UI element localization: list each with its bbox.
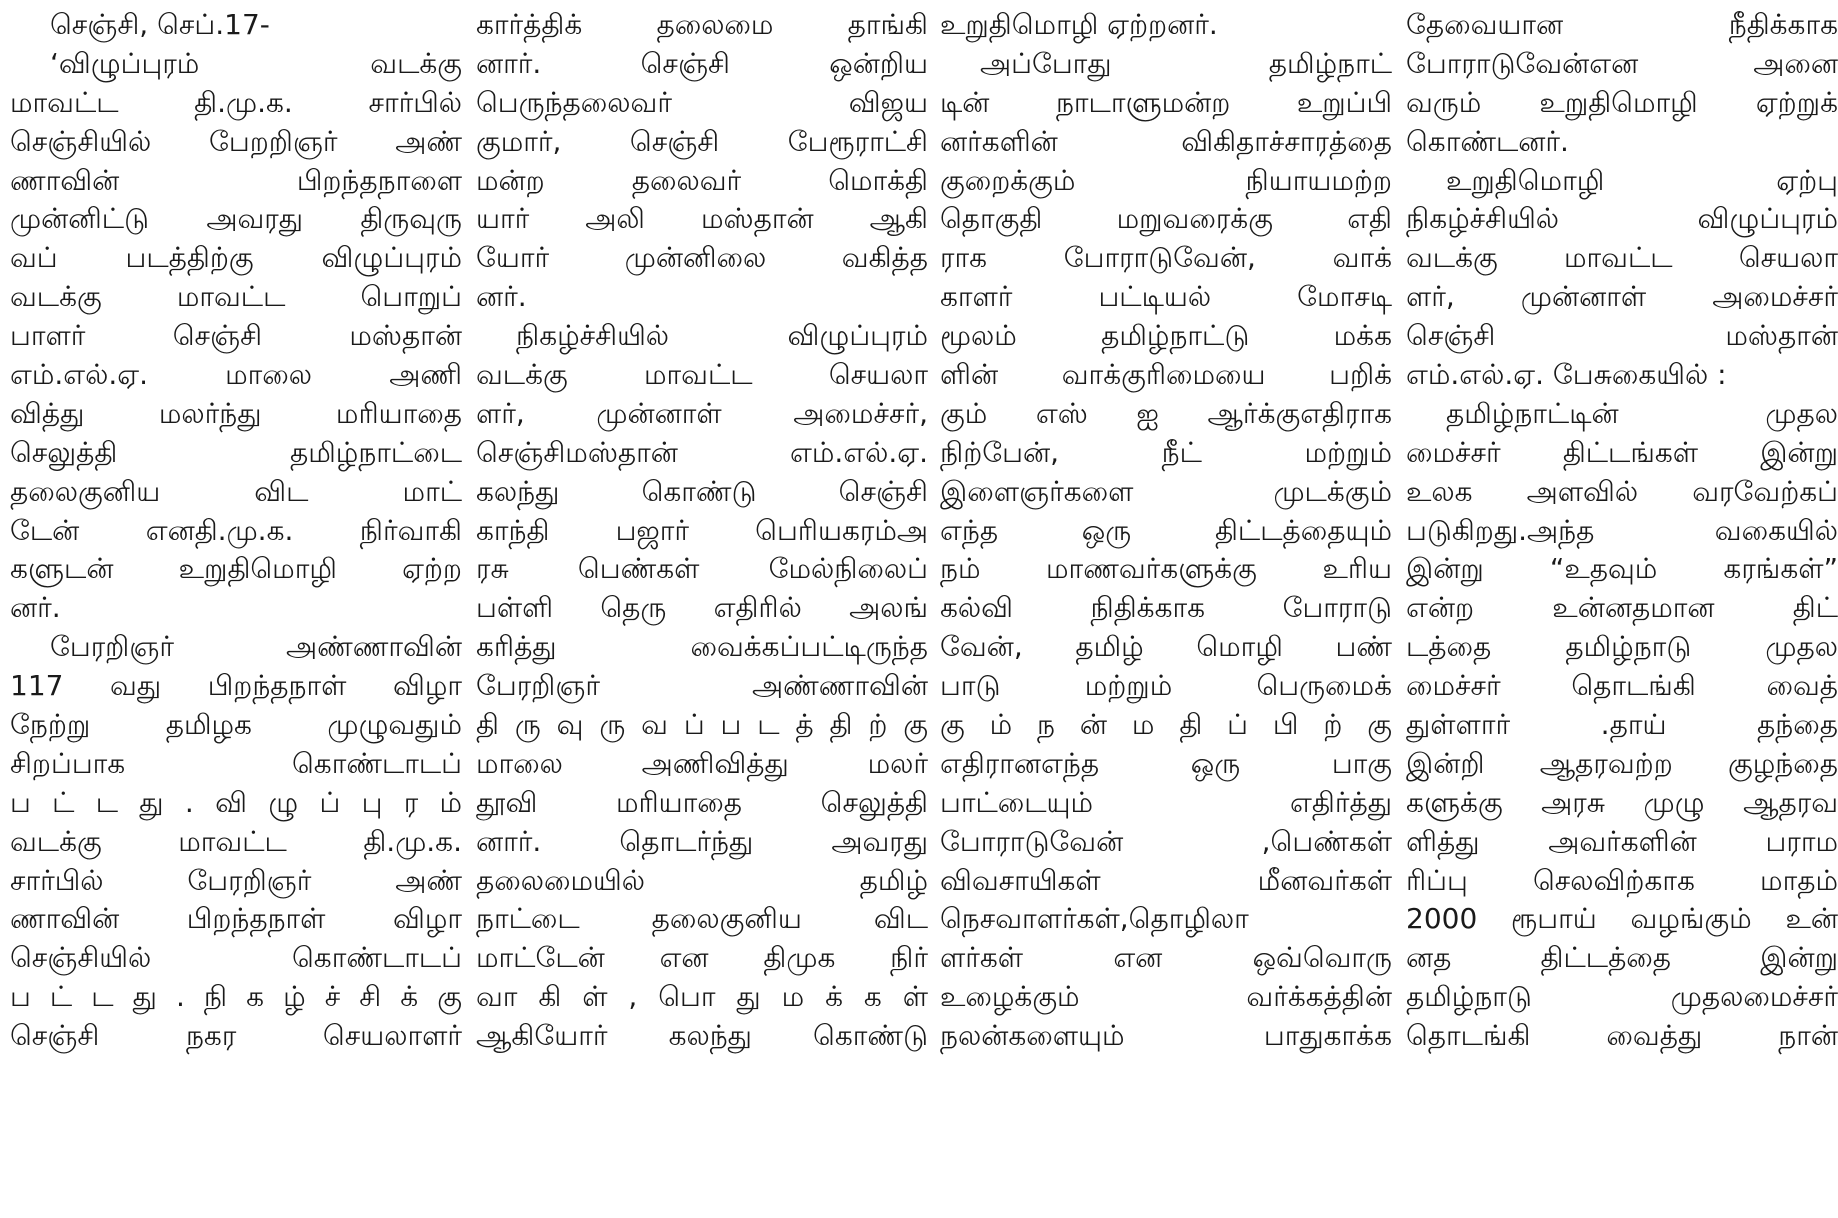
text-line: குமார், செஞ்சி பேரூராட்சி	[476, 124, 928, 158]
text-line: ரசு பெண்கள் மேல்நிலைப்	[476, 552, 928, 586]
text-line: கலந்து கொண்டு செஞ்சி	[476, 474, 928, 508]
text-line: என்ற உன்னதமான திட்	[1406, 591, 1838, 625]
text-line: ளர்கள் என ஒவ்வொரு	[940, 941, 1392, 975]
text-line: வடக்கு மாவட்ட செயலா	[1406, 241, 1838, 275]
text-line: னார். செஞ்சி ஒன்றிய	[476, 46, 928, 80]
text-line: டத்தை தமிழ்நாடு முதல	[1406, 630, 1838, 664]
text-line: எம்.எல்.ஏ. பேசுகையில் :	[1406, 358, 1727, 392]
text-line: துள்ளார் .தாய் தந்தை	[1406, 708, 1838, 742]
text-line: செஞ்சியில் பேறறிஞர் அண்	[10, 124, 462, 158]
text-line: பேரறிஞர் அண்ணாவின்	[50, 630, 462, 664]
text-line: களுக்கு அரசு முழு ஆதரவ	[1406, 785, 1838, 819]
text-line: நிகழ்ச்சியில் விழுப்புரம்	[1406, 202, 1838, 236]
text-line: தொகுதி மறுவரைக்கு எதி	[940, 202, 1392, 236]
text-line: மன்ற தலைவர் மொக்தி	[476, 163, 928, 197]
text-line: ளர், முன்னாள் அமைச்சர்,	[476, 396, 928, 430]
text-line: வித்து மலர்ந்து மரியாதை	[10, 396, 462, 430]
text-line: நேற்று தமிழக முழுவதும்	[10, 708, 462, 742]
text-line: ப ட் ட து . வி ழு ப் பு ர ம்	[10, 785, 462, 819]
text-line: செஞ்சி மஸ்தான்	[1406, 319, 1838, 353]
text-line: பெருந்தலைவர் விஜய	[476, 85, 928, 119]
text-line: வடக்கு மாவட்ட பொறுப்	[10, 280, 462, 314]
text-line: தூவி மரியாதை செலுத்தி	[476, 785, 928, 819]
text-line: நாட்டை தலைகுனிய விட	[476, 902, 928, 936]
text-line: தமிழ்நாடு முதலமைச்சர்	[1406, 980, 1838, 1014]
text-line: னர்.	[476, 280, 527, 314]
text-line: நிற்பேன், நீட் மற்றும்	[940, 435, 1392, 469]
text-line: காந்தி பஜார் பெரியகரம்அ	[476, 513, 928, 547]
text-line: மாட்டேன் என திமுக நிர்	[476, 941, 928, 975]
text-line: கொண்டனர்.	[1406, 124, 1569, 158]
text-line: ராக போராடுவேன், வாக்	[940, 241, 1392, 275]
text-line: போராடுவேன்என அனை	[1406, 46, 1838, 80]
text-line: நெசவாளர்கள்,தொழிலா	[940, 902, 1249, 936]
text-line: தமிழ்நாட்டின் முதல	[1446, 396, 1838, 430]
text-line: 117 வது பிறந்தநாள் விழா	[10, 669, 462, 703]
text-line: மைச்சர் தொடங்கி வைத்	[1406, 669, 1838, 703]
text-line: மாவட்ட தி.மு.க. சார்பில்	[10, 85, 462, 119]
text-line: செஞ்சியில் கொண்டாடப்	[10, 941, 462, 975]
text-line: விவசாயிகள் மீனவர்கள்	[940, 863, 1392, 897]
article-column-4	[1406, 6, 1838, 1056]
text-line: வடக்கு மாவட்ட தி.மு.க.	[10, 824, 462, 858]
text-line: கரித்து வைக்கப்பட்டிருந்த	[476, 630, 928, 664]
text-line: மூலம் தமிழ்நாட்டு மக்க	[940, 319, 1392, 353]
text-line: நலன்களையும் பாதுகாக்க	[940, 1019, 1392, 1053]
text-line: எம்.எல்.ஏ. மாலை அணி	[10, 358, 462, 392]
text-line: அப்போது தமிழ்நாட்	[980, 46, 1392, 80]
text-line: களுடன் உறுதிமொழி ஏற்ற	[10, 552, 462, 586]
text-line: உழைக்கும் வர்க்கத்தின்	[940, 980, 1392, 1014]
text-line: உலக அளவில் வரவேற்கப்	[1406, 474, 1838, 508]
text-line: னர்களின் விகிதாச்சாரத்தை	[940, 124, 1392, 158]
text-line: படுகிறது.அந்த வகையில்	[1406, 513, 1838, 547]
text-line: ளர், முன்னாள் அமைச்சர்	[1406, 280, 1838, 314]
text-line: இன்று “உதவும் கரங்கள்”	[1406, 552, 1838, 586]
text-line: இளைஞர்களை முடக்கும்	[940, 474, 1392, 508]
text-line: குறைக்கும் நியாயமற்ற	[940, 163, 1392, 197]
text-line: பாளர் செஞ்சி மஸ்தான்	[10, 319, 462, 353]
text-line: வப் படத்திற்கு விழுப்புரம்	[10, 241, 462, 275]
text-line: ஆகியோர் கலந்து கொண்டு	[476, 1019, 928, 1053]
text-line: வரும் உறுதிமொழி ஏற்றுக்	[1406, 85, 1838, 119]
text-line: யோர் முன்னிலை வகித்த	[476, 241, 928, 275]
text-line: எந்த ஒரு திட்டத்தையும்	[940, 513, 1392, 547]
text-line: பாட்டையும் எதிர்த்து	[940, 785, 1392, 819]
text-line: கல்வி நிதிக்காக போராடு	[940, 591, 1392, 625]
text-line: தி ரு வு ரு வ ப் ப ட த் தி ற் கு	[476, 708, 928, 742]
text-line: எதிரானஎந்த ஒரு பாகு	[940, 746, 1392, 780]
dateline: செஞ்சி, செப்.17-	[50, 8, 270, 41]
text-line: உறுதிமொழி ஏற்றனர்.	[940, 8, 1218, 41]
text-line: ‘விழுப்புரம் வடக்கு	[50, 46, 462, 80]
article-column-2	[476, 6, 928, 1056]
text-line: தலைகுனிய விட மாட்	[10, 474, 462, 508]
text-line: யார் அலி மஸ்தான் ஆகி	[476, 202, 928, 236]
text-line: தேவையான நீதிக்காக	[1406, 8, 1838, 41]
text-line: கு ம் ந ன் ம தி ப் பி ற் கு	[940, 708, 1392, 742]
text-line: இன்றி ஆதரவற்ற குழந்தை	[1406, 746, 1838, 780]
text-line: ளித்து அவர்களின் பராம	[1406, 824, 1838, 858]
text-line: செஞ்சிமஸ்தான் எம்.எல்.ஏ.	[476, 435, 928, 469]
text-line: முன்னிட்டு அவரது திருவுரு	[10, 202, 462, 236]
text-line: னர்.	[10, 591, 61, 625]
text-line: கும் எஸ் ஐ ஆர்க்குஎதிராக	[940, 396, 1392, 430]
text-line: போராடுவேன் ,பெண்கள்	[940, 824, 1392, 858]
text-line: தொடங்கி வைத்து நான்	[1406, 1019, 1838, 1053]
text-line: செலுத்தி தமிழ்நாட்டை	[10, 435, 462, 469]
text-line: ப ட் ட து . நி க ழ் ச் சி க் கு	[10, 980, 462, 1014]
text-line: வடக்கு மாவட்ட செயலா	[476, 358, 928, 392]
text-line: மாலை அணிவித்து மலர்	[476, 746, 928, 780]
text-line: வா கி ள் , பொ து ம க் க ள்	[476, 980, 928, 1014]
article-column-1	[10, 6, 462, 1056]
text-line: மைச்சர் திட்டங்கள் இன்று	[1406, 435, 1838, 469]
text-line: காளர் பட்டியல் மோசடி	[940, 280, 1392, 314]
text-line: ரிப்பு செலவிற்காக மாதம்	[1406, 863, 1838, 897]
text-line: ணாவின் பிறந்தநாள் விழா	[10, 902, 462, 936]
text-line: கார்த்திக் தலைமை தாங்கி	[476, 8, 928, 41]
text-line: சார்பில் பேரறிஞர் அண்	[10, 863, 462, 897]
text-line: தலைமையில் தமிழ்	[476, 863, 928, 897]
text-line: 2000 ரூபாய் வழங்கும் உன்	[1406, 902, 1838, 936]
text-line: டின் நாடாளுமன்ற உறுப்பி	[940, 85, 1392, 119]
article-column-3	[940, 6, 1392, 1056]
text-line: செஞ்சி நகர செயலாளர்	[10, 1019, 462, 1053]
text-line: னார். தொடர்ந்து அவரது	[476, 824, 928, 858]
text-line: சிறப்பாக கொண்டாடப்	[10, 746, 462, 780]
text-line: பாடு மற்றும் பெருமைக்	[940, 669, 1392, 703]
text-line: ணாவின் பிறந்தநாளை	[10, 163, 462, 197]
text-line: நிகழ்ச்சியில் விழுப்புரம்	[516, 319, 928, 353]
text-line: நம் மாணவர்களுக்கு உரிய	[940, 552, 1392, 586]
text-line: பேரறிஞர் அண்ணாவின்	[476, 669, 928, 703]
text-line: டேன் எனதி.மு.க. நிர்வாகி	[10, 513, 462, 547]
text-line: ளின் வாக்குரிமையை பறிக்	[940, 358, 1392, 392]
text-line: வேன், தமிழ் மொழி பண்	[940, 630, 1392, 664]
text-line: உறுதிமொழி ஏற்பு	[1446, 163, 1838, 197]
text-line: னத திட்டத்தை இன்று	[1406, 941, 1838, 975]
text-line: பள்ளி தெரு எதிரில் அலங்	[476, 591, 928, 625]
